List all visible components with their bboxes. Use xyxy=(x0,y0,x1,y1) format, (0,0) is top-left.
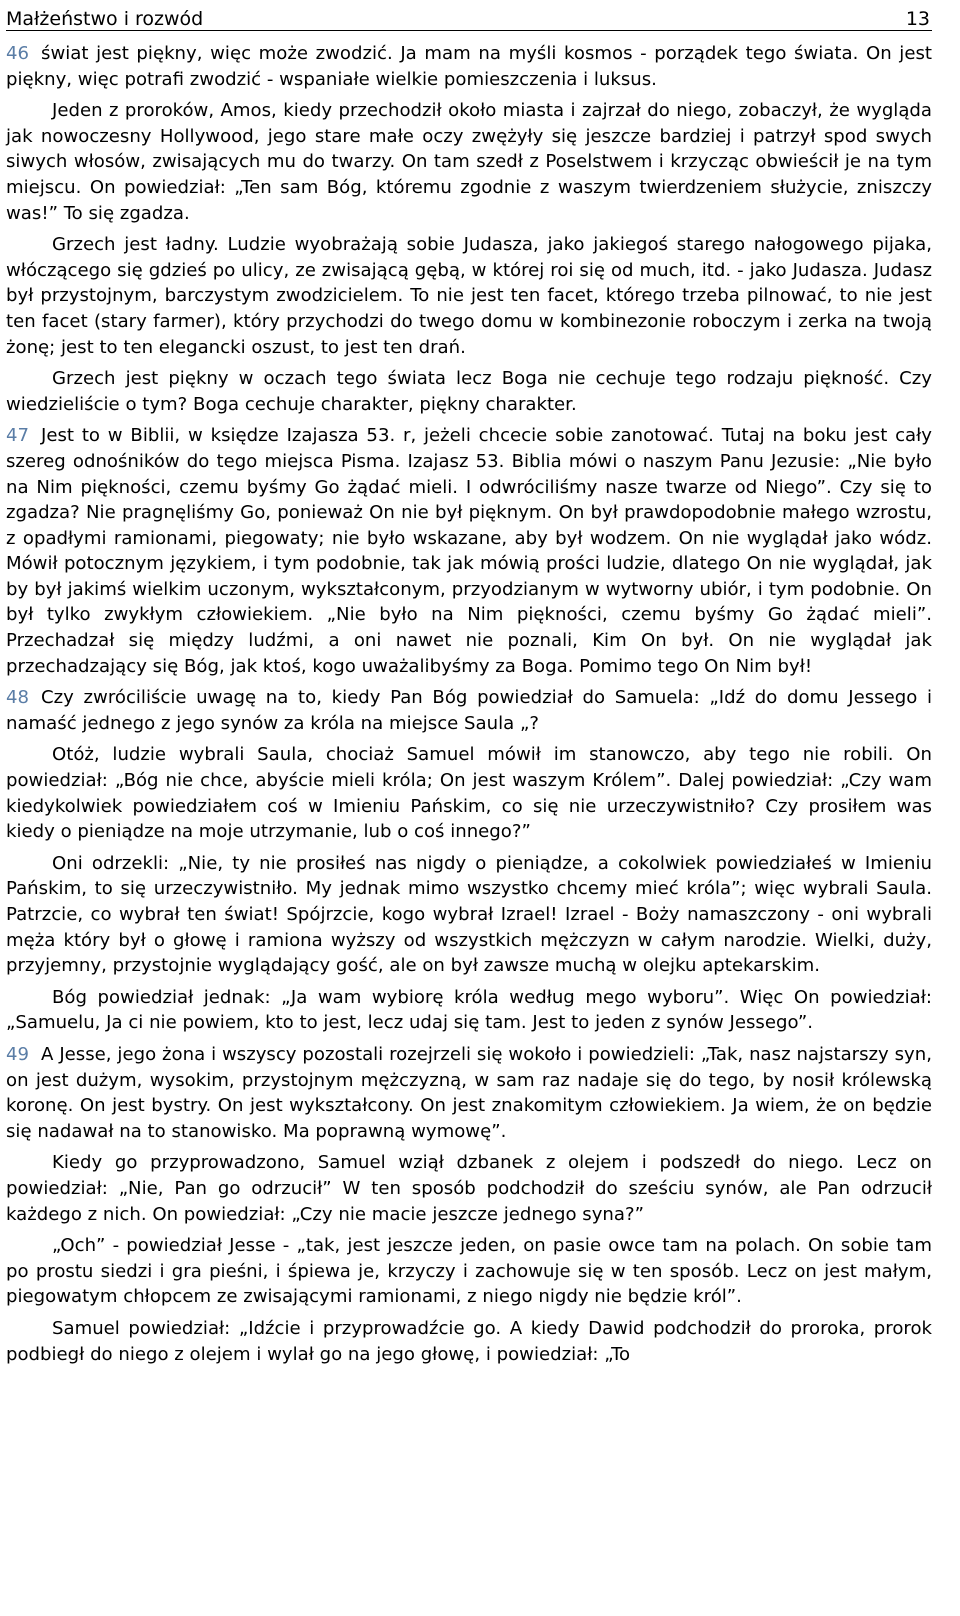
page-number: 13 xyxy=(905,8,930,30)
paragraph-text: „Och” - powiedział Jesse - „tak, jest jeszcze jeden, on pasie owce tam na polach. On sobie tam po prostu siedzi i gra pieśni, i śpiewa je, krzyczy i zachowuje się w ten sposób. Lecz on jest małym, piegowatym chłopcem ze zwisającymi ramionami, z niego nigdy nie będzie król”. xyxy=(6,1235,932,1308)
paragraph-46 xyxy=(6,41,932,92)
paragraph-number: 49 xyxy=(6,1043,30,1065)
paragraph xyxy=(6,985,932,1036)
paragraph xyxy=(6,1233,932,1310)
paragraph xyxy=(6,742,932,844)
paragraph-number: 48 xyxy=(6,687,30,709)
running-title: Małżeństwo i rozwód xyxy=(6,8,204,30)
document-body xyxy=(6,41,932,1367)
paragraph-49 xyxy=(6,1042,932,1144)
paragraph-text: Oni odrzekli: „Nie, ty nie prosiłeś nas nigdy o pieniądze, a cokolwiek powiedziałeś w Imieniu Pańskim, to się urzeczywistniło. My jednak mimo wszystko chcemy mieć króla”; więc wybrali Saula. Patrzcie, co wybrał ten świat! Spójrzcie, kogo wybrał Izrael! Izrael - Boży namaszczony - oni wybrali męża który był o głowę i ramiona wyższy od wszystkich mężczyzn w całym narodzie. Wielki, duży, przyjemny, przystojnie wyglądający gość, ale on był zawsze muchą w olejku aptekarskim. xyxy=(6,852,932,977)
paragraph-text: Bóg powiedział jednak: „Ja wam wybiorę króla według mego wyboru”. Więc On powiedział: „Samuelu, Ja ci nie powiem, kto to jest, lecz udaj się tam. Jest to jeden z synów Jessego”. xyxy=(6,986,932,1034)
paragraph-text: Otóż, ludzie wybrali Saula, chociaż Samuel mówił im stanowczo, aby tego nie robili. On powiedział: „Bóg nie chce, abyście mieli króla; On jest waszym Królem”. Dalej powiedział: „Czy wam kiedykolwiek powiedziałem coś w Imieniu Pańskim, co się nie urzeczywistniło? Czy prosiłem was kiedy o pieniądze na moje utrzymanie, lub o coś innego?” xyxy=(6,744,932,843)
paragraph xyxy=(6,232,932,360)
paragraph xyxy=(6,1316,932,1367)
paragraph-text: Samuel powiedział: „Idźcie i przyprowadźcie go. A kiedy Dawid podchodził do proroka, prorok podbiegł do niego z olejem i wylał go na jego głowę, i powiedział: „To xyxy=(6,1317,932,1365)
paragraph xyxy=(6,366,932,417)
paragraph-text: Kiedy go przyprowadzono, Samuel wziął dzbanek z olejem i podszedł do niego. Lecz on powiedział: „Nie, Pan go odrzucił” W ten sposób podchodził do sześciu synów, ale Pan odrzucił każdego z nich. On powiedział: „Czy nie macie jeszcze jednego syna?” xyxy=(6,1152,932,1225)
paragraph-text: Czy zwróciliście uwagę na to, kiedy Pan Bóg powiedział do Samuela: „Idź do domu Jessego i namaść jednego z jego synów za króla na miejsce Saula „? xyxy=(6,687,932,734)
paragraph-text: Grzech jest piękny w oczach tego świata lecz Boga nie cechuje tego rodzaju piękność. Czy wiedzieliście o tym? Boga cechuje charakter, piękny charakter. xyxy=(6,368,932,415)
paragraph-47 xyxy=(6,423,932,679)
paragraph-text: Jeden z proroków, Amos, kiedy przechodził około miasta i zajrzał do niego, zobaczył, że wygląda jak nowoczesny Hollywood, jego stare małe oczy zwężyły się jeszcze bardziej i patrzył spod swych siwych włosów, zwisających mu do twarzy. On tam szedł z Poselstwem i krzycząc obwieścił je na tym miejscu. On powiedział: „Ten sam Bóg, któremu zgodnie z waszym twierdzeniem służycie, zniszczy was!” To się zgadza. xyxy=(6,100,932,224)
paragraph-number: 47 xyxy=(6,425,30,447)
page-header xyxy=(6,0,932,31)
paragraph xyxy=(6,851,932,979)
paragraph-text: Jest to w Biblii, w księdze Izajasza 53. r, jeżeli chcecie sobie zanotować. Tutaj na boku jest cały szereg odnośników do tego miejsca Pisma. Izajasz 53. Biblia mówi o naszym Panu Jezusie: „Nie było na Nim piękności, czemu byśmy Go żądać mieli. I odwróciliśmy nasze twarze od Niego”. Czy się to zgadza? Nie pragnęliśmy Go, ponieważ On nie był pięknym. On był prawdopodobnie małego wzrostu, z opadłymi ramionami, piegowaty; nie było wskazane, aby był wodzem. On nie wyglądał jako wódz. Mówił potocznym językiem, i tym podobnie, tak jak mówią prości ludzie, dlatego On nie wyglądał, jak by był jakimś wielkim uczonym, wykształconym, przyodzianym w wytworny ubiór, i tym podobnie. On był tylko zwykłym człowiekiem. „Nie było na Nim piękności, czemu byśmy Go żądać mieli”. Przechadzał się między ludźmi, a oni nawet nie poznali, Kim On był. On nie wyglądał jak przechadzający się Bóg, jak ktoś, kogo uważalibyśmy za Boga. Pomimo tego On Nim był! xyxy=(6,425,932,677)
paragraph-text: A Jesse, jego żona i wszyscy pozostali rozejrzeli się wokoło i powiedzieli: „Tak, nasz najstarszy syn, on jest dużym, wysokim, przystojnym mężczyzną, w sam raz nadaje się do tego, by nosił królewską koronę. On jest bystry. On jest wykształcony. On jest znakomitym człowiekiem. Ja wiem, że on będzie się nadawał na to stanowisko. Ma poprawną wymowę”. xyxy=(6,1043,932,1142)
paragraph-number: 46 xyxy=(6,43,30,64)
paragraph xyxy=(6,98,932,226)
paragraph-48 xyxy=(6,685,932,736)
paragraph-text: świat jest piękny, więc może zwodzić. Ja mam na myśli kosmos - porządek tego świata. On jest piękny, więc potrafi zwodzić - wspaniałe wielkie pomieszczenia i luksus. xyxy=(6,43,932,90)
paragraph xyxy=(6,1150,932,1227)
paragraph-text: Grzech jest ładny. Ludzie wyobrażają sobie Judasza, jako jakiegoś starego nałogowego pijaka, włóczącego się gdzieś po ulicy, ze zwisającą gębą, w której roi się od much, itd. - jako Judasza. Judasz był przystojnym, barczystym zwodzicielem. To nie jest ten facet, którego trzeba pilnować, to nie jest ten facet (stary farmer), który przychodzi do twego domu w kombinezonie roboczym i zerka na twoją żonę; jest to ten elegancki oszust, to jest ten drań. xyxy=(6,234,932,358)
